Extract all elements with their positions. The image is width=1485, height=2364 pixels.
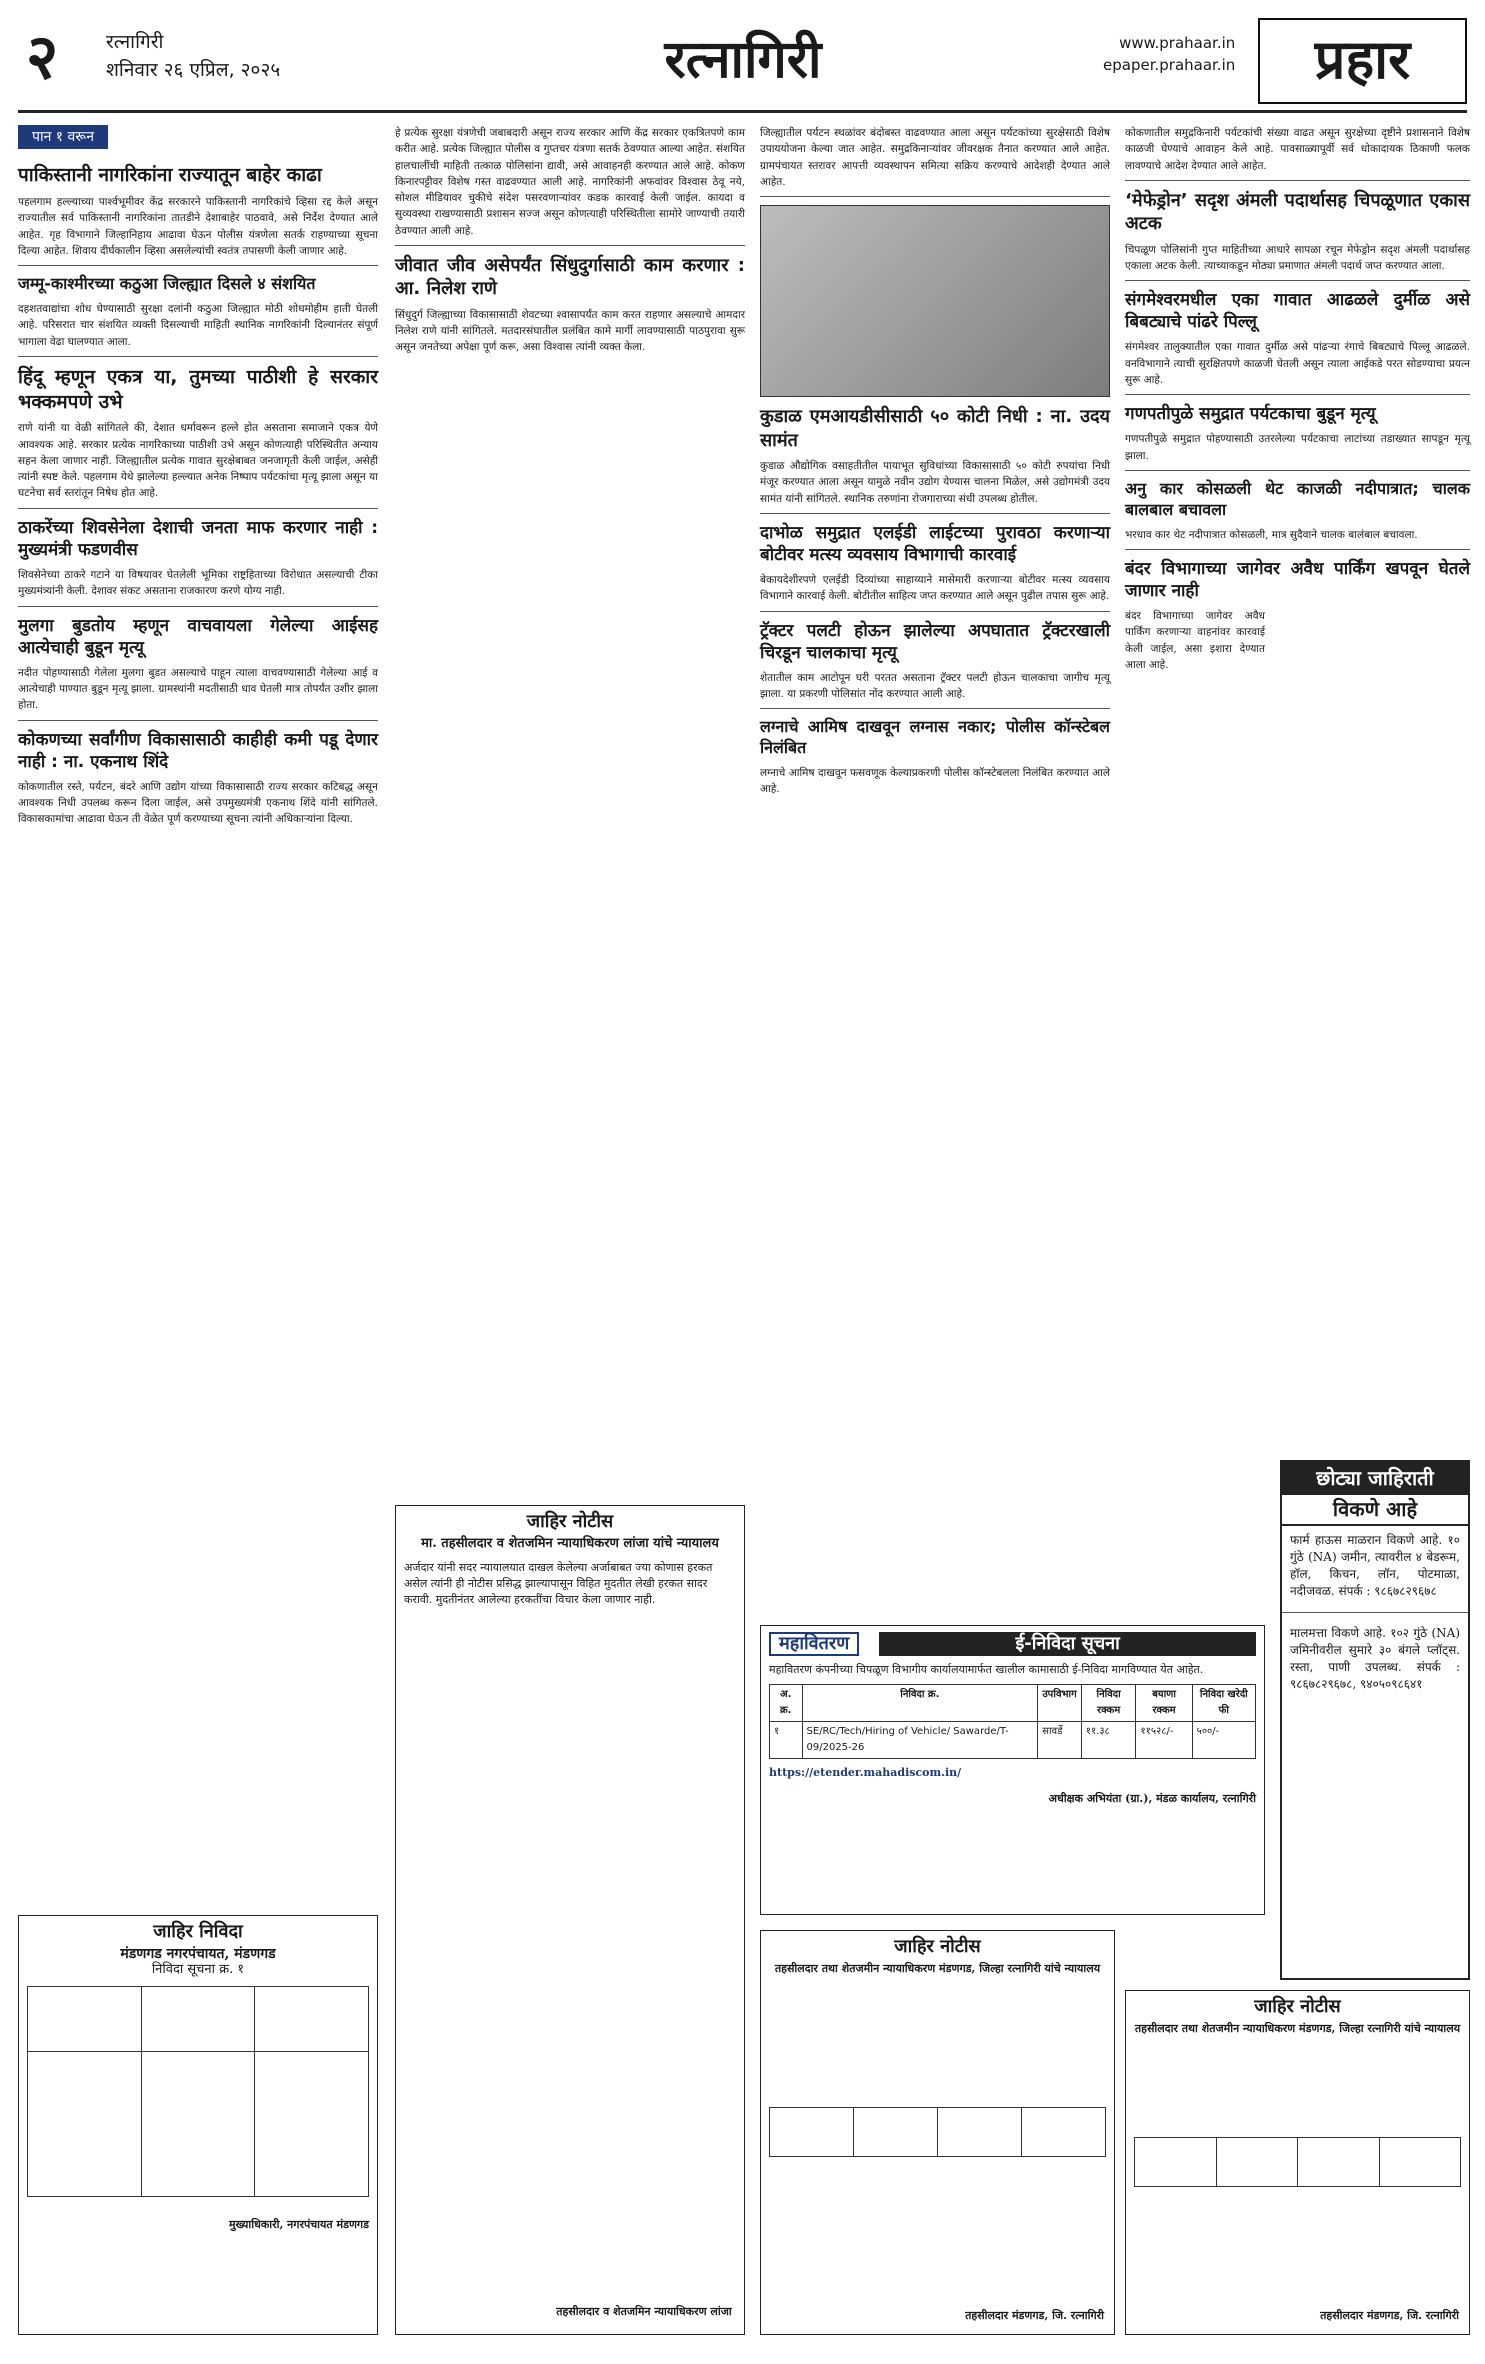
divider <box>1125 280 1470 281</box>
article-body: सिंधुदुर्ग जिल्ह्याच्या विकासासाठी शेवटच्या श्वासापर्यंत काम करत राहणार असल्याचे आमदार निलेश राणे यांनी सांगितले. मतदारसंघातील प्रलंबित कामे मार्गी लावण्यासाठी पाठपुरावा सुरू असून जनतेच्या अपेक्षा पूर्ण करू, असा विश्वास त्यांनी व्यक्त केला. <box>395 308 745 354</box>
table-header: निविदा खरेदी फी <box>1192 1685 1255 1722</box>
page-title: रत्नागिरी <box>664 30 822 90</box>
court-notice <box>395 1505 745 2335</box>
divider <box>18 606 378 607</box>
divider <box>1125 180 1470 181</box>
notice-sub: तहसीलदार तथा शेतजमीन न्यायाधिकरण मंडणगड, जिल्हा रत्नागिरी यांचे न्यायालय <box>774 1962 1101 1975</box>
tender-intro: महावितरण कंपनीच्या चिपळूण विभागीय कार्यालयामार्फत खालील कामासाठी ई-निविदा मागविण्यात येत आहेत. <box>769 1663 1204 1676</box>
divider <box>395 245 745 246</box>
notice-signature: तहसीलदार व शेतजमिन न्यायाधिकरण लांजा <box>556 2305 732 2318</box>
notice-title: जाहिर नोटीस <box>894 1936 981 1957</box>
masthead <box>18 10 1467 113</box>
article-body: दहशतवाद्यांचा शोध घेण्यासाठी सुरक्षा दलांनी कठुआ जिल्ह्यात मोठी शोधमोहीम हाती घेतली आहे. परिसरात चार संशयित व्यक्ती दिसल्याची माहिती स्थानिक नागरिकांनी दिल्यानंतर संपूर्ण भागाला वेढा घालण्यात आला. <box>18 302 378 348</box>
classified-ad: फार्म हाऊस माळरान विकणे आहे. १० गुंठे (NA) जमीन, त्यावरील ४ बेडरूम, हॉल, किचन, लॉन, पोटमाळा, नदीजवळ. संपर्क : ९८६७८२९६७८ <box>1290 1533 1460 1598</box>
divider <box>760 611 1110 612</box>
article-body: संगमेश्वर तालुक्यातील एका गावात दुर्मीळ असे पांढऱ्या रंगाचे बिबट्याचे पिल्लू आढळले. वनविभागाने त्याची सुरक्षितपणे काळजी घेतली असून त्याला आईकडे परत सोडण्याचा प्रयत्न सुरू आहे. <box>1125 341 1470 387</box>
article-body: पहलगाम हल्ल्याच्या पार्श्वभूमीवर केंद्र सरकारने पाकिस्तानी नागरिकांचे व्हिसा रद्द केले असून राज्यातील सर्व पाकिस्तानी नागरिकांना तातडीने देशाबाहेर पाठवावे, असे निर्देश देण्यात आले आहेत. गृह विभागाने जिल्हानिहाय आढावा घेऊन पोलीस यंत्रणेला सतर्क राहण्याच्या सूचना दिल्या आहेत. शिवाय दीर्घकालीन व्हिसा असलेल्यांची स्वतंत्र तपासणी केली जाणार आहे. <box>18 195 378 257</box>
header-urls <box>1103 32 1235 76</box>
column-3 <box>760 125 1110 798</box>
headline: कोकणच्या सर्वांगीण विकासासाठी काहीही कमी पडू देणार नाही : ना. एकनाथ शिंदे <box>18 729 378 772</box>
classified-heading: छोट्या जाहिराती <box>1282 1462 1468 1495</box>
table-header: उपविभाग <box>1038 1685 1082 1722</box>
headline: ट्रॅक्टर पलटी होऊन झालेल्या अपघातात ट्रॅक्टरखाली चिरडून चालकाचा मृत्यू <box>760 620 1110 663</box>
headline: अनु कार कोसळली थेट काजळी नदीपात्रात; चालक बालबाल बचावला <box>1125 479 1470 519</box>
header-city: रत्नागिरी <box>106 31 164 53</box>
article-body: लग्नाचे आमिष दाखवून फसवणूक केल्याप्रकरणी पोलीस कॉन्स्टेबलला निलंबित करण्यात आले आहे. <box>760 767 1110 796</box>
tender-table <box>769 1684 1256 1759</box>
article-body: कोकणातील समुद्रकिनारी पर्यटकांची संख्या वाढत असून सुरक्षेच्या दृष्टीने प्रशासनाने विशेष काळजी घेण्याचे आवाहन केले आहे. पावसाळ्यापूर्वी सर्व धोकादायक ठिकाणी फलक लावण्याचे आदेश देण्यात आले आहेत. <box>1125 127 1470 172</box>
notice-title: जाहिर नोटीस <box>526 1511 614 1532</box>
classified-ad: मालमत्ता विकणे आहे. १०२ गुंठे (NA) जमिनीवरील सुमारे ३० बंगले प्लॉट्स. रस्ता, पाणी उपलब्ध. संपर्क : ९८६७८२९६७८, ९४०५०९८६४१ <box>1290 1626 1460 1691</box>
tender-table <box>27 1986 369 2197</box>
table-header: अ. क्र. <box>770 1685 803 1722</box>
notice-sub: मंडणगड नगरपंचायत, मंडणगड <box>120 1946 276 1962</box>
mahavitaran-tender <box>760 1625 1265 1915</box>
table-cell: ११.३८ <box>1081 1722 1136 1759</box>
table-cell: ११५२८/- <box>1136 1722 1192 1759</box>
notice-title: जाहिर नोटीस <box>1254 1996 1341 2017</box>
notice-sub: मा. तहसीलदार व शेतजमिन न्यायाधिकरण लांजा यांचे न्यायालय <box>421 1536 719 1551</box>
header-date-text: शनिवार २६ एप्रिल, २०२५ <box>106 59 281 81</box>
article-body: बेकायदेशीरपणे एलईडी दिव्यांच्या साहाय्याने मासेमारी करणाऱ्या बोटीवर मत्स्य व्यवसाय विभागाने कारवाई केली. बोटीतील साहित्य जप्त करण्यात आले असून पुढील तपास सुरू आहे. <box>760 574 1110 603</box>
table-cell: १ <box>770 1722 803 1759</box>
public-notice-left <box>760 1930 1115 2335</box>
table-row <box>770 1722 1256 1759</box>
article-body: भरधाव कार थेट नदीपात्रात कोसळली, मात्र सुदैवाने चालक बालंबाल बचावला. <box>1125 528 1418 541</box>
headline: जम्मू-काश्मीरच्या कठुआ जिल्ह्यात दिसले ४ संशयित <box>18 274 316 294</box>
article-body: गणपतीपुळे समुद्रात पोहण्यासाठी उतरलेल्या पर्यटकाचा लाटांच्या तडाख्यात सापडून मृत्यू झाला. <box>1125 433 1470 462</box>
divider <box>760 196 1110 197</box>
header-date <box>106 28 280 84</box>
prahaar-logo: प्रहार <box>1258 18 1467 104</box>
article-body: शिवसेनेच्या ठाकरे गटाने या विषयावर घेतलेली भूमिका राष्ट्रहिताच्या विरोधात असल्याची टीका मुख्यमंत्र्यांनी केली. देशावर संकट असताना राजकारण करणे योग्य नाही. <box>18 568 378 598</box>
article-body: कुडाळ औद्योगिक वसाहतीतील पायाभूत सुविधांच्या विकासासाठी ५० कोटी रुपयांचा निधी मंजूर करण्यात आला असून यामुळे नवीन उद्योग येण्यास चालना मिळेल, असे उद्योगमंत्री उदय सामंत यांनी सांगितले. स्थानिक तरुणांना रोजगाराच्या संधी उपलब्ध होतील. <box>760 459 1110 505</box>
tender-notice <box>18 1915 378 2335</box>
tender-website-link[interactable]: https://etender.mahadiscom.in/ <box>769 1766 962 1779</box>
headline: हिंदू म्हणून एकत्र या, तुमच्या पाठीशी हे सरकार भक्कमपणे उभे <box>18 365 378 413</box>
article-body: बंदर विभागाच्या जागेवर अवैध पार्किंग करणाऱ्या वाहनांवर कारवाई केली जाईल, असा इशारा देण्यात आला आहे. <box>1125 610 1265 671</box>
divider <box>1125 549 1470 550</box>
divider <box>18 720 378 721</box>
article-body: कोकणातील रस्ते, पर्यटन, बंदरे आणि उद्योग यांच्या विकासासाठी राज्य सरकार कटिबद्ध असून आवश्यक निधी उपलब्ध करून दिला जाईल, असे उपमुख्यमंत्री एकनाथ शिंदे यांनी सांगितले. विकासकामांचा आढावा घेऊन ती वेळेत पूर्ण करण्याच्या सूचना त्यांनी अधिकाऱ्यांना दिल्या. <box>18 780 378 826</box>
divider <box>1125 470 1470 471</box>
headline: मुलगा बुडतोय म्हणून वाचवायला गेलेल्या आईसह आत्येचाही बुडून मृत्यू <box>18 615 378 658</box>
article-body: शेतातील काम आटोपून घरी परतत असताना ट्रॅक्टर पलटी होऊन चालकाचा जागीच मृत्यू झाला. या प्रकरणी पोलिसांत नोंद करण्यात आली आहे. <box>760 671 1110 701</box>
divider <box>760 513 1110 514</box>
tender-title: ई-निविदा सूचना <box>879 1632 1256 1656</box>
notice-body: अर्जदार यांनी सदर न्यायालयात दाखल केलेल्या अर्जाबाबत ज्या कोणास हरकत असेल त्यांनी ही नोटीस प्रसिद्ध झाल्यापासून विहित मुदतीत लेखी हरकत सादर करावी. मुदतीनंतर आलेल्या हरकतींचा विचार केला जाणार नाही. <box>404 1561 713 1606</box>
page-number: २ <box>26 20 59 93</box>
public-notice-right <box>1125 1990 1470 2335</box>
divider <box>18 356 378 357</box>
column-1 <box>18 125 378 828</box>
classified-ads <box>1280 1460 1470 1980</box>
headline: बंदर विभागाच्या जागेवर अवैध पार्किंग खपवून घेतले जाणार नाही <box>1125 558 1470 602</box>
notice-title: जाहिर निविदा <box>153 1921 243 1942</box>
classified-subheading: विकणे आहे <box>1282 1495 1468 1526</box>
article-body: जिल्ह्यातील पर्यटन स्थळांवर बंदोबस्त वाढवण्यात आला असून पर्यटकांच्या सुरक्षेसाठी विशेष उपाययोजना केल्या जात आहेत. समुद्रकिनाऱ्यांवर जीवरक्षक तैनात करण्यात आले आहेत. ग्रामपंचायत स्तरावर आपत्ती व्यवस्थापन समित्या सक्रिय करण्याचे आदेशही देण्यात आले आहेत. <box>760 127 1110 188</box>
notice-signature: मुख्याधिकारी, नगरपंचायत मंडणगड <box>228 2218 369 2231</box>
divider <box>18 265 378 266</box>
epaper-link[interactable]: epaper.prahaar.in <box>1103 56 1236 74</box>
divider <box>18 508 378 509</box>
notice-signature: तहसीलदार मंडणगड, जि. रत्नागिरी <box>965 2309 1104 2322</box>
table-cell: SE/RC/Tech/Hiring of Vehicle/ Sawarde/T-09/2025-26 <box>802 1722 1038 1759</box>
headline: संगमेश्वरमधील एका गावात आढळले दुर्मीळ असे बिबट्याचे पांढरे पिल्लू <box>1125 290 1470 333</box>
notice-table <box>1134 2137 1461 2187</box>
table-cell: सावर्डे <box>1038 1722 1082 1759</box>
article-body: चिपळूण पोलिसांनी गुप्त माहितीच्या आधारे सापळा रचून मेफेड्रोन सदृश अंमली पदार्थासह एकाला अटक केली. त्याच्याकडून मोठ्या प्रमाणात अंमली पदार्थ जप्त करण्यात आला. <box>1125 243 1470 272</box>
notice-signature: तहसीलदार मंडणगड, जि. रत्नागिरी <box>1320 2309 1459 2322</box>
headline: ‘मेफेड्रोन’ सदृश अंमली पदार्थासह चिपळूणात एकास अटक <box>1125 189 1470 235</box>
divider <box>1125 394 1470 395</box>
notice-sub2: निविदा सूचना क्र. १ <box>151 1962 245 1977</box>
article-photo <box>760 205 1110 397</box>
continued-tag: पान १ वरून <box>18 125 108 149</box>
table-cell: ५००/- <box>1192 1722 1255 1759</box>
article-body: हे प्रत्येक सुरक्षा यंत्रणेची जबाबदारी असून राज्य सरकार आणि केंद्र सरकार एकत्रितपणे काम करीत आहे. प्रत्येक जिल्ह्यात पोलीस व गुप्तचर यंत्रणा सतर्क ठेवण्यात आल्या आहेत. संशयित हालचालींची माहिती तत्काळ पोलिसांना द्यावी, असे आवाहनही करण्यात आले आहे. कोकण किनारपट्टीवर विशेष गस्त वाढवण्यात आली आहे. नागरिकांनी अफवांवर विश्वास ठेवू नये, सोशल मीडियावर चुकीचे संदेश पसरवणाऱ्यांवर कडक कारवाई केली जाईल. कायदा व सुव्यवस्था राखण्यासाठी प्रशासन सज्ज असून कोणत्याही परिस्थितीला सामोरे जाण्याची तयारी ठेवण्यात आली आहे. <box>395 127 745 237</box>
table-header: निविदा रक्कम <box>1081 1685 1136 1722</box>
divider <box>760 708 1110 709</box>
mahavitaran-logo: महावितरण <box>769 1632 859 1656</box>
article-body: नदीत पोहण्यासाठी गेलेला मुलगा बुडत असल्याचे पाहून त्याला वाचवण्यासाठी गेलेल्या आई व आत्येचाही पाण्यात बुडून मृत्यू झाला. ग्रामस्थांनी मदतीसाठी धाव घेतली मात्र तोपर्यंत उशीर झाला होता. <box>18 666 378 712</box>
table-header: निविदा क्र. <box>802 1685 1038 1722</box>
column-2 <box>395 125 745 356</box>
notice-table <box>769 2107 1106 2157</box>
headline: कुडाळ एमआयडीसीसाठी ५० कोटी निधी : ना. उदय सामंत <box>760 406 1110 451</box>
headline: लग्नाचे आमिष दाखवून लग्नास नकार; पोलीस कॉन्स्टेबल निलंबित <box>760 717 1110 758</box>
table-header: बयाणा रक्कम <box>1136 1685 1192 1722</box>
article-body: राणे यांनी या वेळी सांगितले की, देशात धर्मावरून हल्ले होत असताना समाजाने एकत्र येणे आवश्यक आहे. सरकार प्रत्येक नागरिकाच्या पाठीशी उभे असून कोणत्याही परिस्थितीत अन्याय सहन केला जाणार नाही. जिल्ह्यातील प्रत्येक गावात सुरक्षेबाबत जनजागृती केली जाईल, असेही त्यांनी स्पष्ट केले. पहलगाम येथे झालेल्या हल्ल्यात अनेक निष्पाप पर्यटकांचा मृत्यू झाला असून या घटनेचा सर्व स्तरांतून निषेध होत आहे. <box>18 422 378 500</box>
headline: गणपतीपुळे समुद्रात पर्यटकाचा बुडून मृत्यू <box>1125 404 1376 425</box>
headline: दाभोळ समुद्रात एलईडी लाईटच्या पुरावठा करणाऱ्या बोटीवर मत्स्य व्यवसाय विभागाची कारवाई <box>760 522 1110 565</box>
headline: जीवात जीव असेपर्यंत सिंधुदुर्गासाठी काम करणार : आ. निलेश राणे <box>395 255 745 300</box>
divider <box>1282 1612 1468 1613</box>
column-4 <box>1125 125 1470 673</box>
website-link[interactable]: www.prahaar.in <box>1119 34 1236 52</box>
headline: ठाकरेंच्या शिवसेनेला देशाची जनता माफ करणार नाही : मुख्यमंत्री फडणवीस <box>18 517 378 560</box>
tender-signature: अधीक्षक अभियंता (ग्रा.), मंडळ कार्यालय, रत्नागिरी <box>1048 1792 1256 1805</box>
notice-sub: तहसीलदार तथा शेतजमीन न्यायाधिकरण मंडणगड, जिल्हा रत्नागिरी यांचे न्यायालय <box>1134 2022 1461 2035</box>
headline: पाकिस्तानी नागरिकांना राज्यातून बाहेर काढा <box>18 164 322 187</box>
